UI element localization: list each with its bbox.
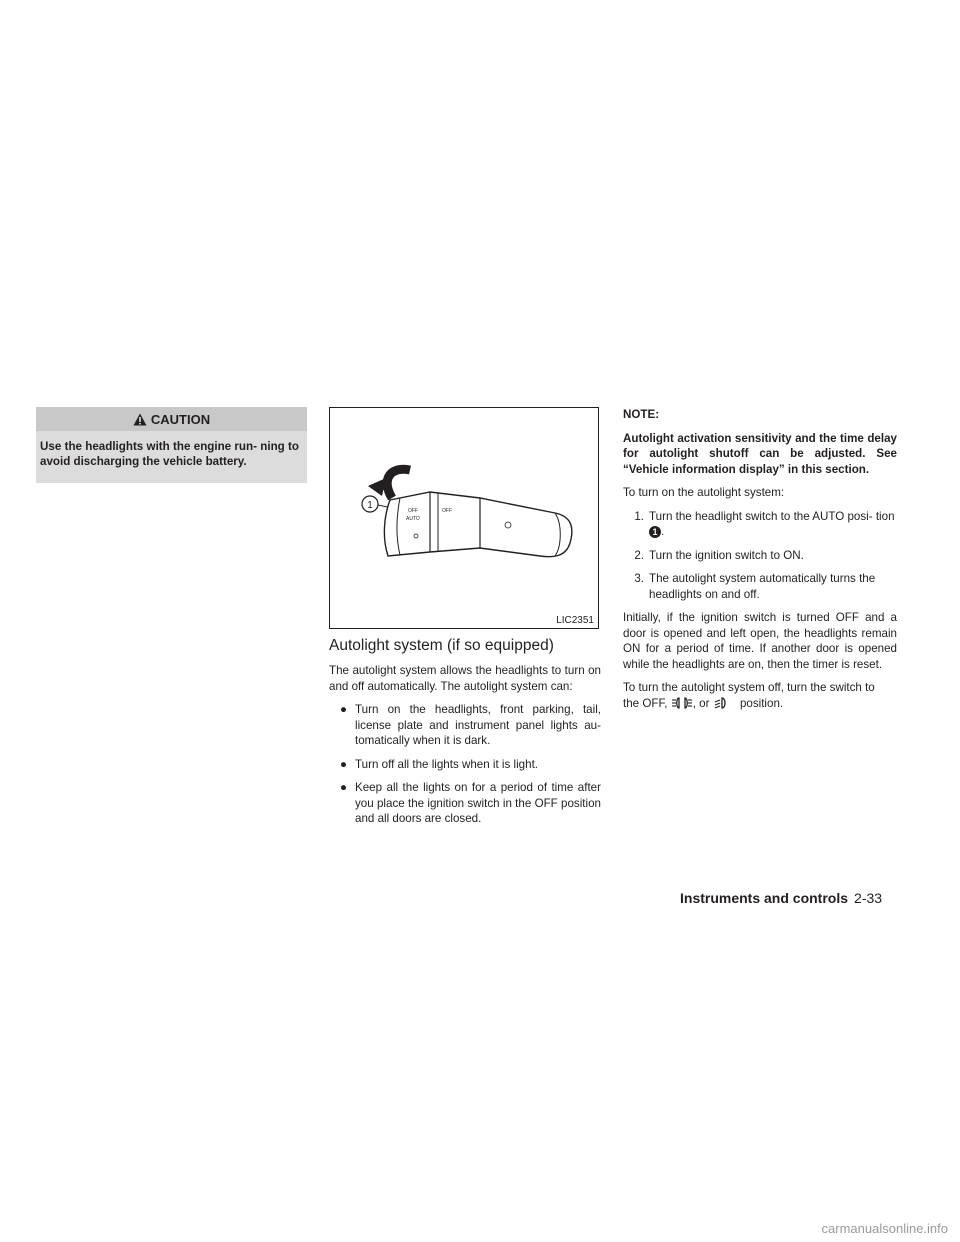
step-text: Turn the ignition switch to ON. [649, 548, 804, 562]
bullet-icon: ● [339, 703, 347, 716]
turnoff-paragraph [623, 680, 897, 711]
step-text-before: Turn the headlight switch to the AUTO posi- tion [649, 509, 895, 523]
bullet-icon: ● [339, 757, 347, 771]
turnoff-line1: To turn the autolight system off, turn the switch to [623, 681, 875, 694]
figure-code: LIC2351 [556, 615, 594, 626]
list-item [623, 571, 897, 602]
figure-callout: 1 [367, 500, 373, 511]
page-number: 2-33 [854, 890, 883, 906]
bullet-text: Keep all the lights on for a period of time after you place the ignition switch in the OFF position and all doors are closed. [355, 781, 601, 825]
intro-paragraph: The autolight system allows the headlights to turn on and off automatically. The autolight system can: [329, 664, 601, 693]
column-3 [623, 407, 897, 719]
caution-box [36, 407, 307, 483]
switch-label-off-2: OFF [442, 508, 452, 514]
steps-intro: To turn on the autolight system: [623, 486, 785, 499]
caution-title: CAUTION [150, 411, 211, 427]
headlight-switch-illustration [330, 408, 598, 618]
switch-label-auto: AUTO [406, 516, 420, 522]
list-item [623, 548, 897, 564]
column-2 [329, 663, 601, 835]
footer-section: Instruments and controls [680, 890, 849, 906]
headlight-icon [713, 696, 729, 710]
caution-text: Use the headlights with the engine run- ning to avoid discharging the vehicle battery. [40, 440, 299, 468]
turnoff-pre: the OFF, [623, 696, 668, 710]
headlight-switch-figure [329, 407, 599, 629]
watermark: carmanualsonline.info [821, 1221, 948, 1236]
note-label: NOTE: [623, 408, 660, 421]
parking-light-icon [671, 696, 693, 710]
step-number: 3. [634, 572, 644, 585]
initially-paragraph: Initially, if the ignition switch is turned OFF and a door is opened and left open, the headlights remain ON for a period of time. If another door is opened while the headlights are on, then the timer is reset. [623, 611, 897, 671]
bullet-text: Turn off all the lights when it is light. [355, 757, 539, 771]
list-item [623, 509, 897, 540]
step-text: The autolight system automatically turns the headlights on and off. [649, 572, 876, 601]
warning-icon [133, 413, 147, 426]
list-item [329, 780, 601, 827]
switch-label-off: OFF [408, 508, 418, 514]
bullet-text: Turn on the headlights, front parking, tail, license plate and instrument panel lights au- tomatically when it is dark. [355, 703, 601, 747]
step-text [649, 509, 897, 540]
step-number: 2. [634, 548, 644, 562]
turnoff-post: position. [739, 696, 784, 710]
list-item [329, 702, 601, 749]
bullet-icon: ● [339, 781, 347, 794]
step-number: 1. [634, 509, 644, 523]
turnoff-mid: , or [692, 696, 710, 710]
page-footer [680, 890, 882, 906]
caution-header [36, 407, 307, 431]
section-heading: Autolight system (if so equipped) [329, 637, 554, 654]
callout-number: 1 [649, 526, 661, 538]
note-text: Autolight activation sensitivity and the time delay for autolight shutoff can be adjusted. See “Vehicle information display” in this section. [623, 431, 897, 476]
list-item [329, 757, 601, 773]
step-text-after: . [661, 525, 665, 538]
